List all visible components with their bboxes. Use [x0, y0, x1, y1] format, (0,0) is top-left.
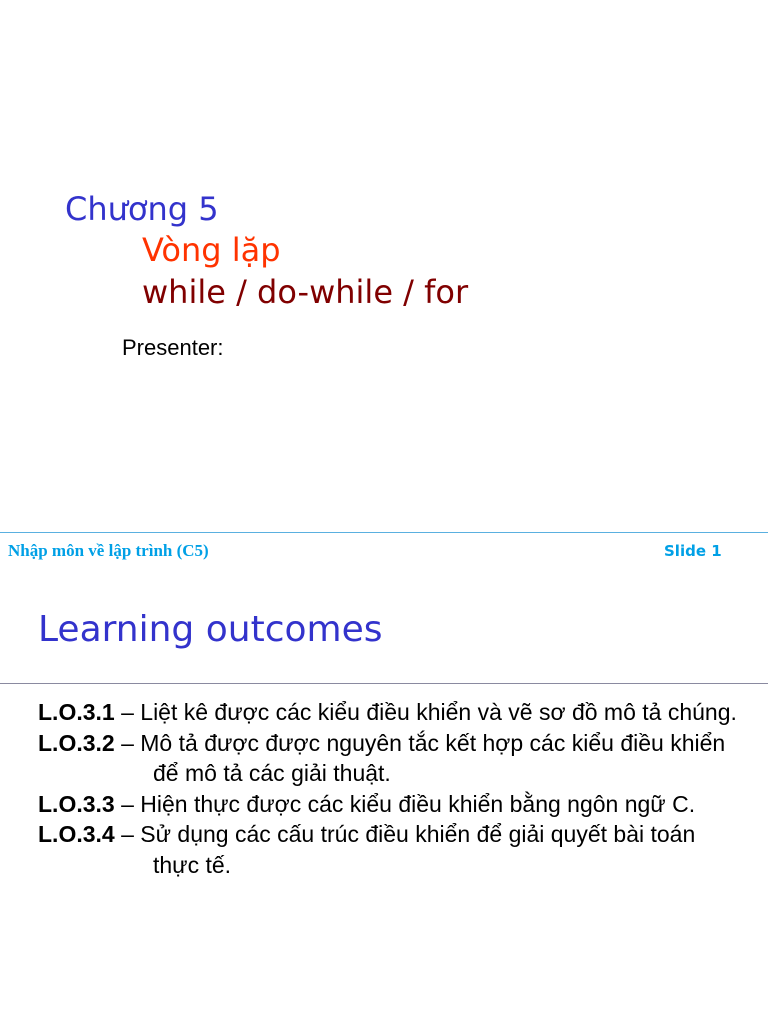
outcome-code: L.O.3.2	[38, 729, 115, 756]
outcome-text: – Mô tả được được nguyên tắc kết hợp các kiểu điều khiển để mô tả các giải thuật.	[114, 729, 726, 786]
outcomes-list	[38, 697, 738, 880]
outcome-item	[38, 697, 738, 728]
footer-course-name: Nhập môn về lập trình (C5)	[8, 541, 209, 560]
outcome-code: L.O.3.3	[38, 790, 115, 817]
outcome-item	[38, 789, 738, 820]
outcome-item	[38, 819, 738, 880]
presenter-label: Presenter:	[122, 335, 224, 360]
outcome-item	[38, 728, 738, 789]
outcome-code: L.O.3.4	[38, 821, 115, 847]
outcome-text: – Hiện thực được các kiểu điều khiển bằng ngôn ngữ C.	[114, 790, 696, 817]
chapter-title: Chương 5	[65, 190, 219, 228]
heading-divider	[0, 683, 768, 684]
topic-title: Vòng lặp	[142, 231, 281, 269]
outcome-code: L.O.3.1	[38, 699, 115, 725]
topic-subtitle: while / do-while / for	[142, 273, 469, 311]
footer-slide-number: Slide 1	[664, 542, 722, 560]
outcome-text: – Liệt kê được các kiểu điều khiển và vẽ sơ đồ mô tả chúng.	[114, 699, 737, 725]
outcome-text: – Sử dụng các cấu trúc điều khiển để giải quyết bài toán thực tế.	[114, 821, 696, 878]
footer-divider	[0, 532, 768, 533]
learning-outcomes-heading: Learning outcomes	[38, 609, 383, 650]
